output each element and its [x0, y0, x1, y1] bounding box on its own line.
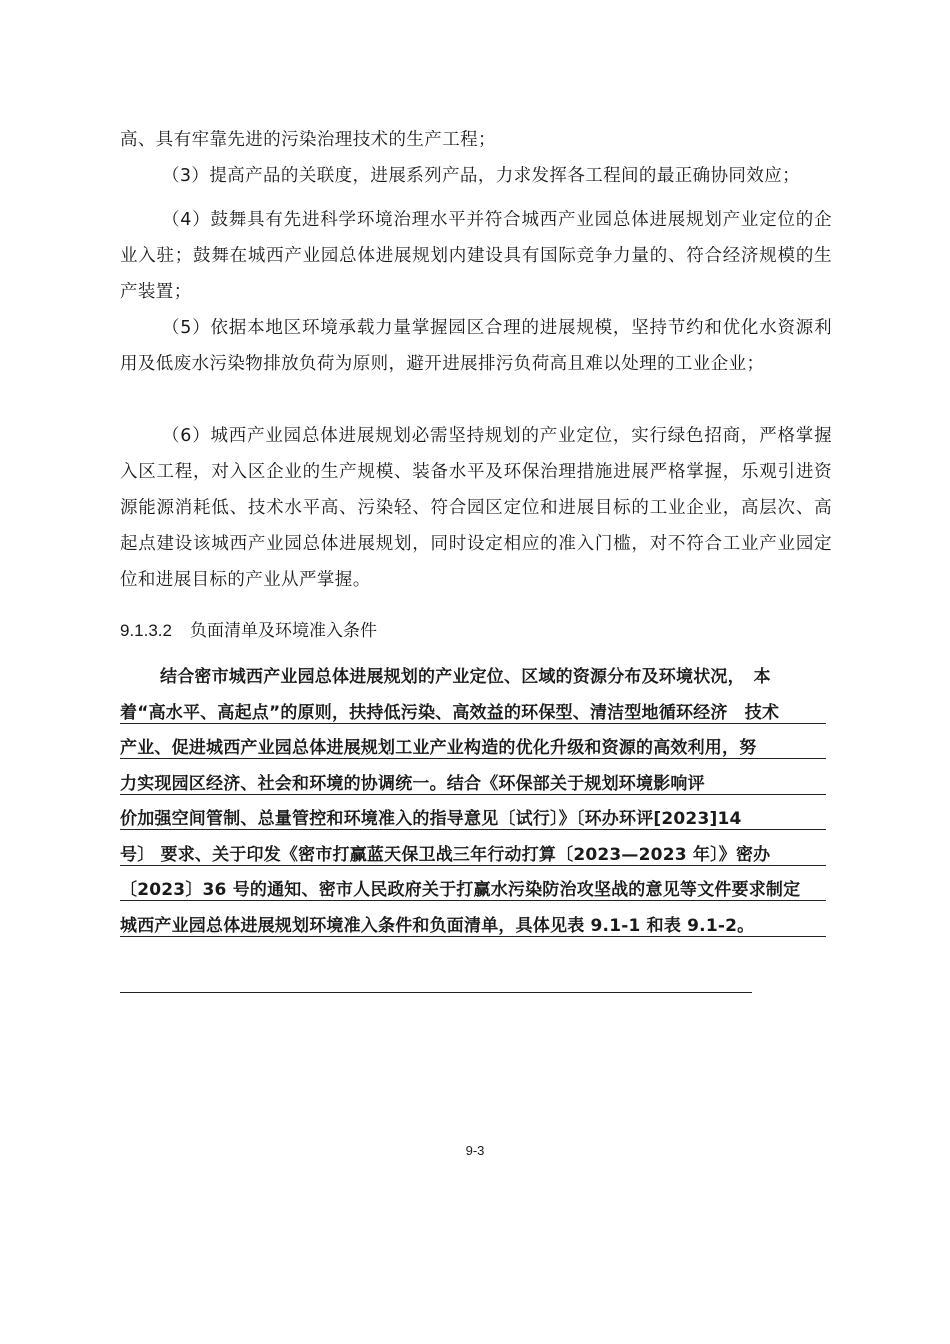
paragraph-item-6: （6）城西产业园总体进展规划必需坚持规划的产业定位，实行绿色招商，严格掌握入区工程，对入区企业的生产规模、装备水平及环保治理措施进展严格掌握，乐观引进资源能源消耗低、技术水平高、污染轻、符合园区定位和进展目标的工业企业，高层次、高起点建设该城西产业园总体进展规划，同时设定相应的准入门槛，对不符合工业产业园定位和进展目标的产业从严掌握。: [120, 426, 832, 590]
bold-line: 产业、促进城西产业园总体进展规划工业产业构造的优化升级和资源的高效利用，努: [120, 731, 832, 767]
section-heading: [120, 614, 377, 648]
bold-line: 城西产业园总体进展规划环境准入条件和负面清单，具体见表 9.1-1 和表 9.1-2。: [120, 909, 832, 945]
page-number: 9-3: [465, 1143, 485, 1158]
section-number: 9.1.3.2: [120, 621, 172, 640]
paragraph-item-4: （4）鼓舞具有先进科学环境治理水平并符合城西产业园总体进展规划产业定位的企业入驻；鼓舞在城西产业园总体进展规划内建设具有国际竞争力量的、符合经济规模的生产装置；: [120, 210, 832, 302]
bold-line: 价加强空间管制、总量管控和环境准入的指导意见〔试行〕》〔环办环评[2023]14: [120, 802, 832, 838]
bold-line: 结合密市城西产业园总体进展规划的产业定位、区域的资源分布及环境状况， 本: [160, 667, 771, 687]
bold-line: 着“高水平、高起点”的原则，扶持低污染、高效益的环保型、清洁型地循环经济 技术: [120, 696, 832, 732]
footnote-divider: [120, 992, 752, 993]
strike-rule: [120, 900, 826, 901]
strike-rule: [120, 794, 826, 795]
paragraph-item-5: （5）依据本地区环境承载力量掌握园区合理的进展规模，坚持节约和优化水资源利用及低废水污染物排放负荷为原则，避开进展排污负荷高且难以处理的工业企业；: [120, 318, 832, 374]
strikethrough-bold-paragraph: [120, 660, 832, 944]
strike-rule: [120, 723, 826, 724]
strike-rule: [120, 865, 826, 866]
paragraph-item-3: （3）提高产品的关联度，进展系列产品，力求发挥各工程间的最正确协同效应；: [162, 166, 801, 186]
strike-rule: [120, 758, 826, 759]
strike-rule: [120, 829, 826, 830]
paragraph-continuation: 高、具有牢靠先进的污染治理技术的生产工程；: [120, 130, 496, 150]
bold-line: 号〕 要求、关于印发《密市打赢蓝天保卫战三年行动打算〔2023—2023 年〕》密办: [120, 838, 832, 874]
strike-rule: [120, 936, 826, 937]
section-title: 负面清单及环境准入条件: [190, 621, 377, 641]
bold-line: 〔2023〕36 号的通知、密市人民政府关于打赢水污染防治攻坚战的意见等文件要求制定: [120, 873, 832, 909]
bold-line: 力实现园区经济、社会和环境的协调统一。结合《环保部关于规划环境影响评: [120, 767, 832, 803]
